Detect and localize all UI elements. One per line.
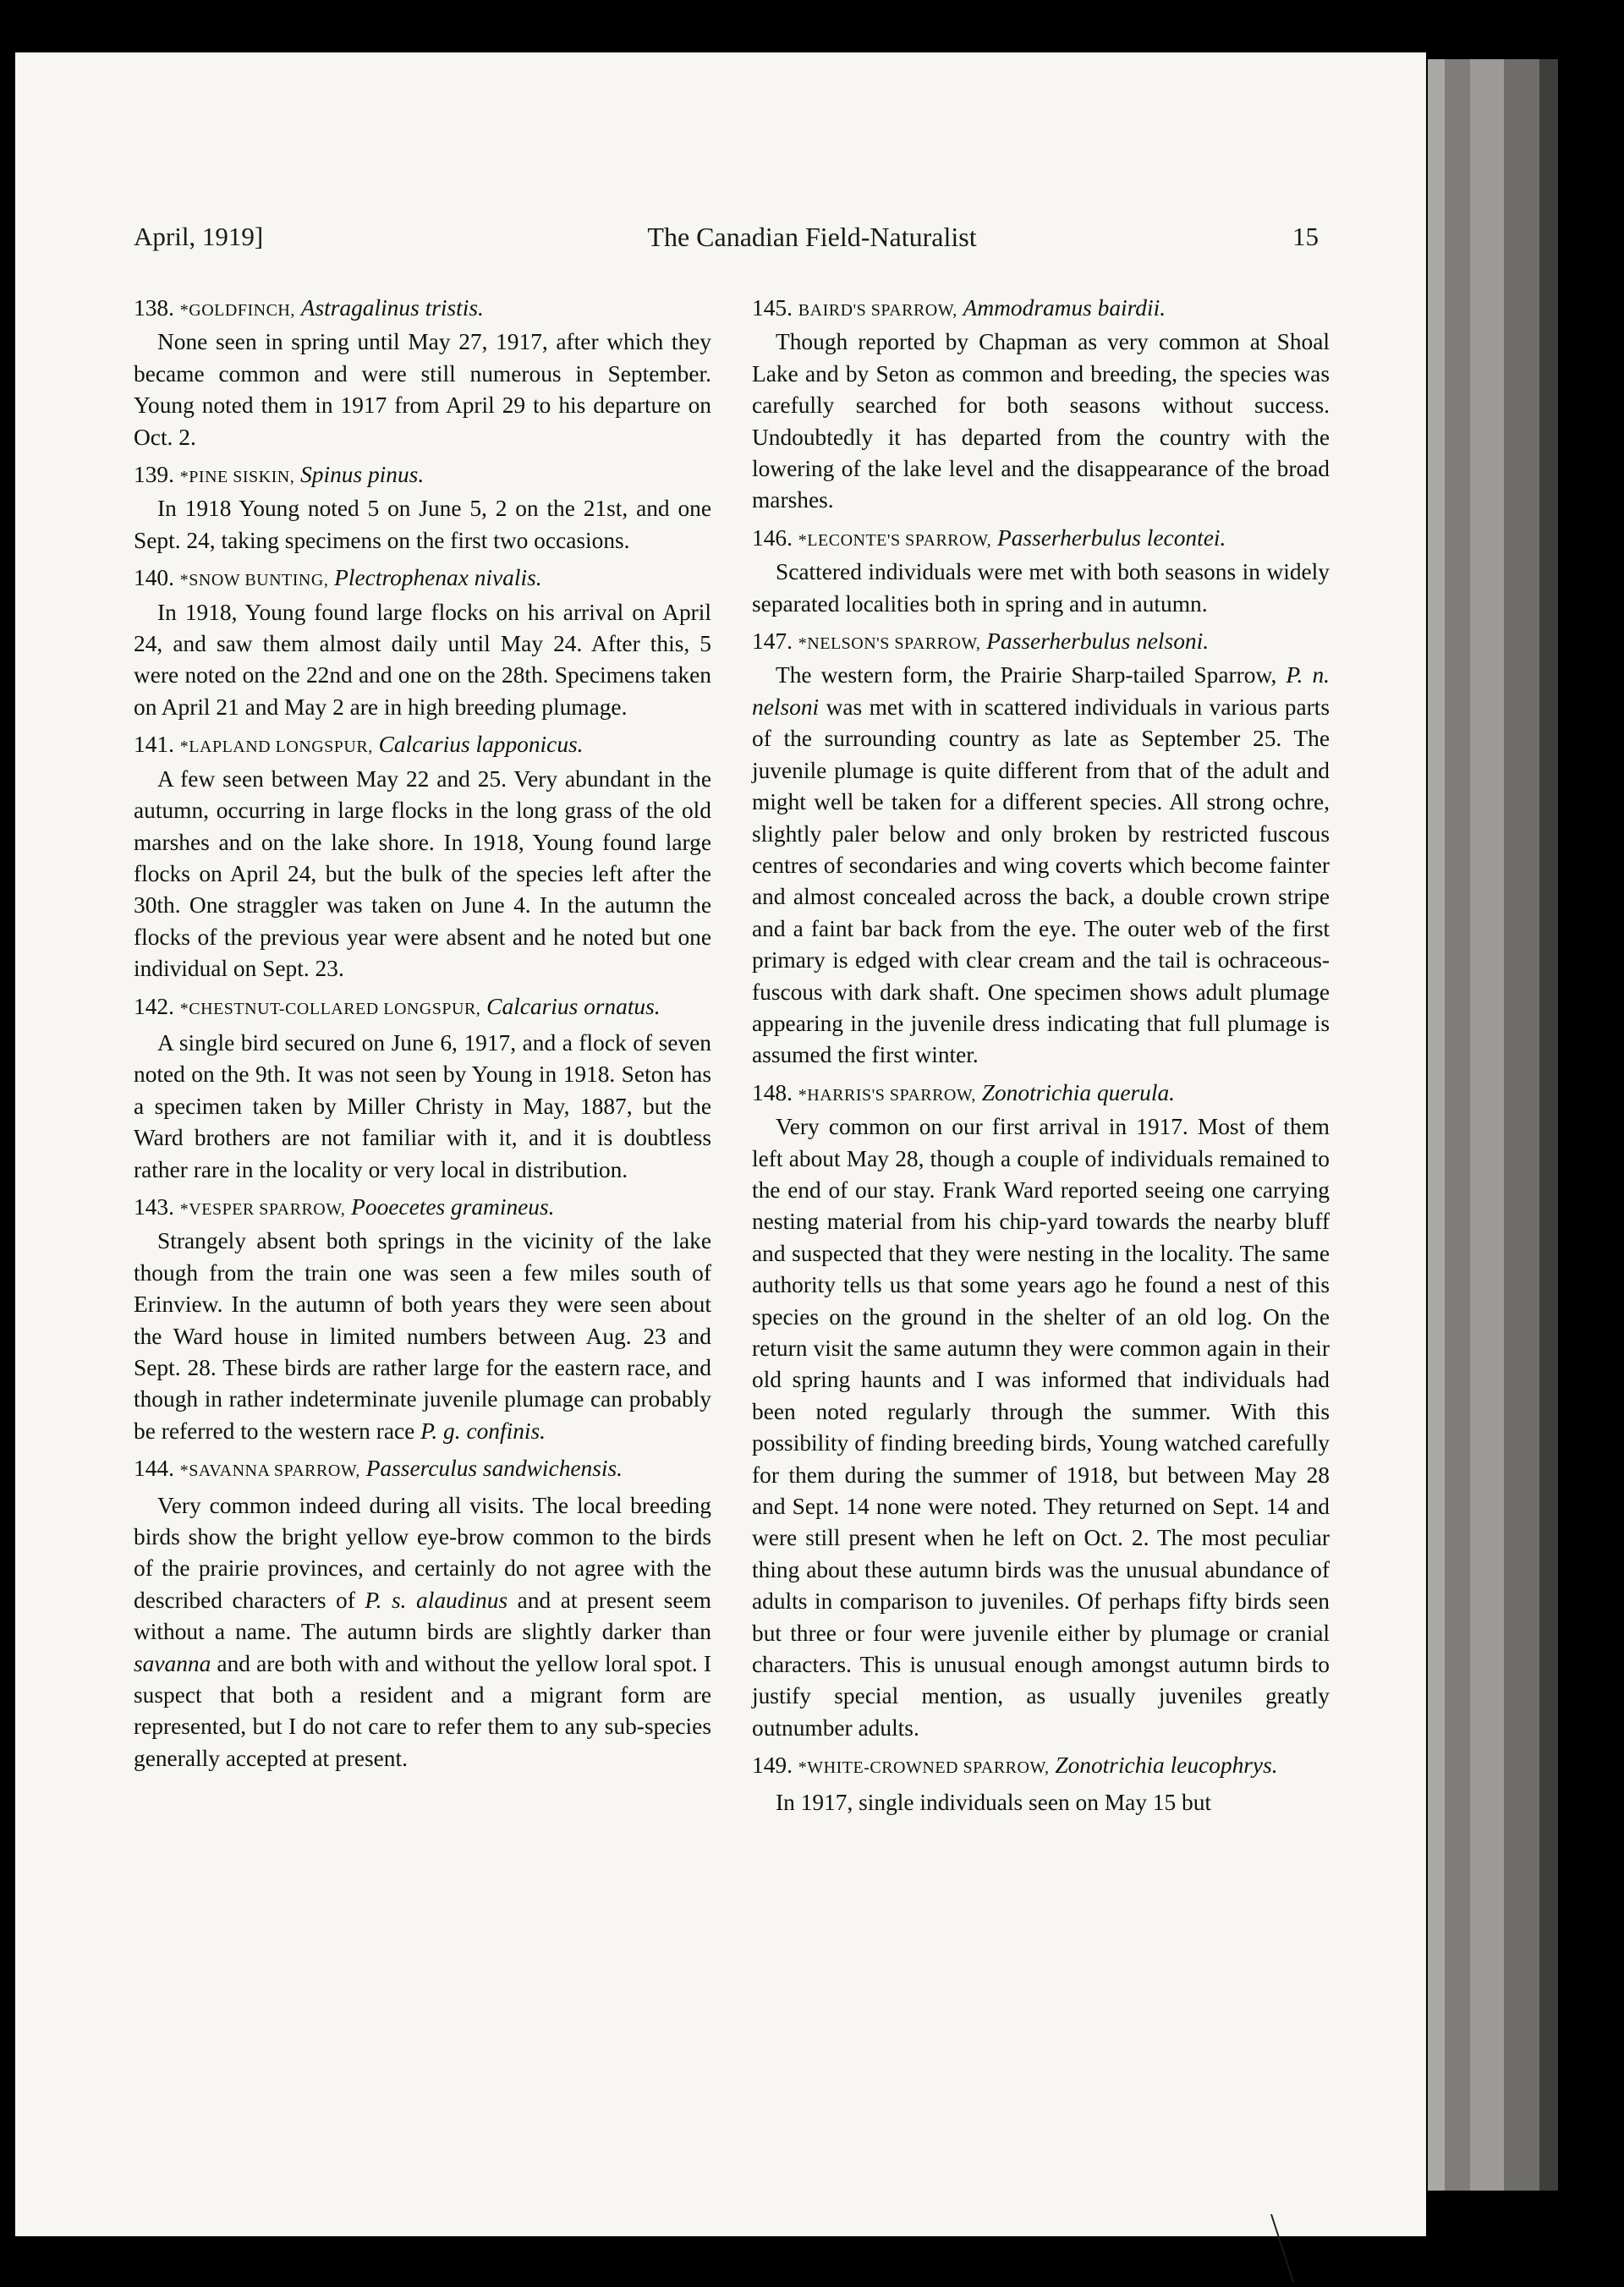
- page-number: 15: [1292, 222, 1319, 251]
- entry-number: 149.: [752, 1752, 793, 1779]
- common-name: *PINE SISKIN,: [179, 468, 295, 487]
- scientific-name: Zonotrichia querula.: [981, 1079, 1176, 1105]
- entry-heading: [134, 991, 711, 1025]
- species-entry: [134, 562, 711, 723]
- entry-body: [752, 660, 1330, 1071]
- entry-body: None seen in spring until May 27, 1917, after which they became common and were still numerous in September. Young noted them in 1917 from April 29 to his departure on Oct. 2.: [134, 329, 711, 450]
- entry-heading: [752, 1750, 1330, 1784]
- entry-number: 145.: [752, 295, 793, 321]
- scientific-name: Calcarius ornatus.: [486, 993, 661, 1019]
- common-name: BAIRD'S SPARROW,: [798, 301, 957, 320]
- entry-heading: [752, 626, 1330, 660]
- left-column: [134, 293, 711, 1774]
- entry-body: In 1917, single individuals seen on May 15 but: [776, 1789, 1212, 1815]
- entry-body: [134, 1226, 711, 1447]
- common-name: *NELSON'S SPARROW,: [798, 634, 981, 654]
- species-entry: [134, 1192, 711, 1447]
- entry-body: In 1918 Young noted 5 on June 5, 2 on the 21st, and one Sept. 24, taking specimens on the first two occasions.: [134, 496, 711, 553]
- entry-heading: [134, 1192, 711, 1226]
- right-column: [752, 293, 1330, 1818]
- page-edge-stack: [1428, 59, 1445, 2191]
- common-name: *GOLDFINCH,: [179, 301, 295, 320]
- subspecies-name: P. g. confinis.: [420, 1418, 546, 1444]
- common-name: *LECONTE'S SPARROW,: [798, 530, 992, 550]
- entry-body: Scattered individuals were met with both seasons in widely separated localities both in spring and in autumn.: [752, 559, 1330, 617]
- page-edge-stack: [1445, 59, 1470, 2191]
- scientific-name: Passerculus sandwichensis.: [365, 1456, 623, 1482]
- entry-body: In 1918, Young found large flocks on his arrival on April 24, and saw them almost daily until May 24. After this, 5 were noted on the 22nd and one on the 28th. Specimens taken on April 21 and May 2 are in high breeding plumage.: [134, 599, 711, 720]
- species-entry: [752, 293, 1330, 517]
- entry-heading: [134, 459, 711, 493]
- entry-heading: [752, 1078, 1330, 1111]
- scientific-name: Spinus pinus.: [300, 462, 425, 488]
- subspecies-name: P. n. nelsoni: [752, 662, 1330, 720]
- common-name: *SAVANNA SPARROW,: [179, 1462, 360, 1481]
- page-edge-stack: [1470, 59, 1504, 2191]
- common-name: *HARRIS'S SPARROW,: [798, 1085, 976, 1105]
- scientific-name: Zonotrichia leucophrys.: [1055, 1752, 1278, 1779]
- entry-heading: [752, 293, 1330, 326]
- entry-body-text: Very common indeed during all visits. The local breeding birds show the bright yellow eye-brow common to the birds of the prairie provinces, and certainly do not agree with the described characters of: [134, 1492, 711, 1613]
- scientific-name: Passerherbulus nelsoni.: [986, 628, 1210, 655]
- entry-body-text: The western form, the Prairie Sharp-tailed Sparrow,: [776, 662, 1277, 688]
- entry-body-text: was met with in scattered individuals in various parts of the surrounding country as late as September 25. The juvenile plumage is quite different from that of the adult and might well be taken for a different species. All strong ochre, slightly paler below and only broken by restricted fuscous centres of secondaries and wing coverts which become fainter and almost concealed across the back, a double crown stripe and a faint bar back from the eye. The outer web of the first primary is edged with clear cream and the tail is ochraceous-fuscous with dark shaft. One specimen shows adult plumage appearing in the juvenile dress indicating that full plumage is assumed the first winter.: [752, 694, 1330, 1068]
- common-name: *WHITE-CROWNED SPARROW,: [798, 1758, 1050, 1778]
- entry-number: 138.: [134, 295, 174, 321]
- entry-body-text: Strangely absent both springs in the vicinity of the lake though from the train one was seen a few miles south of Erinview. In the autumn of both years they were seen about the Ward house in limited numbers between Aug. 23 and Sept. 28. These birds are rather large for the eastern race, and though in rather indeterminate juvenile plumage can probably be referred to the western race: [134, 1228, 711, 1444]
- common-name: *VESPER SPARROW,: [179, 1199, 346, 1219]
- entry-number: 144.: [134, 1456, 174, 1482]
- scientific-name: Calcarius lapponicus.: [378, 732, 584, 758]
- entry-body-text: and are both with and without the yellow loral spot. I suspect that both a resident and a migrant form are represented, but I do not care to refer them to any sub-species generally accepted at present.: [134, 1650, 711, 1771]
- entry-number: 146.: [752, 524, 793, 551]
- entry-body-text: and at present seem without a name. The autumn birds are slightly darker than: [134, 1587, 711, 1645]
- entry-number: 139.: [134, 462, 174, 488]
- scientific-name: Pooecetes gramineus.: [351, 1193, 555, 1220]
- running-header-title: The Canadian Field-Naturalist: [647, 222, 977, 252]
- entry-heading: [752, 523, 1330, 557]
- common-name: *CHESTNUT-COLLARED LONGSPUR,: [179, 999, 481, 1018]
- species-entry: [752, 523, 1330, 620]
- species-entry: [134, 293, 711, 453]
- entry-number: 147.: [752, 628, 793, 655]
- entry-heading: [134, 1453, 711, 1487]
- common-name: *LAPLAND LONGSPUR,: [179, 738, 373, 757]
- entry-number: 148.: [752, 1079, 793, 1105]
- entry-heading: [134, 729, 711, 763]
- scientific-name: Astragalinus tristis.: [300, 295, 484, 321]
- entry-body: A few seen between May 22 and 25. Very abundant in the autumn, occurring in large flocks in the long grass of the old marshes and on the lake shore. In 1918, Young found large flocks on April 24, but the bulk of the species left after the 30th. One straggler was taken on June 4. In the autumn the flocks of the previous year were absent and he noted but one individual on Sept. 23.: [134, 765, 711, 982]
- running-header-date: April, 1919]: [134, 222, 264, 251]
- entry-body: A single bird secured on June 6, 1917, and a flock of seven noted on the 9th. It was not seen by Young in 1918. Seton has a specimen taken by Miller Christy in May, 1887, but the Ward brothers are not familiar with it, and it is doubtless rather rare in the locality or very local in distribution.: [134, 1029, 711, 1182]
- species-entry: [134, 459, 711, 557]
- page-edge-stack: [1539, 59, 1558, 2191]
- entry-heading: [134, 562, 711, 596]
- subspecies-name: savanna: [134, 1650, 211, 1676]
- entry-body: [134, 1490, 711, 1775]
- subspecies-name: P. s. alaudinus: [365, 1587, 508, 1613]
- species-entry: [752, 626, 1330, 1072]
- species-entry: [752, 1750, 1330, 1818]
- entry-body: Though reported by Chapman as very common at Shoal Lake and by Seton as common and breeding, the species was carefully searched for both seasons without success. Undoubtedly it has departed from the country with the lowering of the lake level and the disappearance of the broad marshes.: [752, 329, 1330, 513]
- species-entry: [134, 1453, 711, 1774]
- entry-heading: [134, 293, 711, 326]
- entry-number: 140.: [134, 565, 174, 591]
- scientific-name: Plectrophenax nivalis.: [334, 565, 542, 591]
- entry-body: Very common on our first arrival in 1917. Most of them left about May 28, though a couple of individuals remained to the end of our stay. Frank Ward reported seeing one carrying nesting material from his chip-yard towards the nearby bluff and suspected that they were nesting in the locality. The same authority tells us that some years ago he found a nest of this species on the ground in the shelter of an old log. On the return visit the same autumn they were common again in their old spring haunts and I was informed that individuals had been noted regularly through the summer. With this possibility of finding breeding birds, Young watched carefully for them during the summer of 1918, but between May 28 and Sept. 14 none were noted. They returned on Sept. 14 and were still present when he left on Oct. 2. The most peculiar thing about these autumn birds was the unusual abundance of adults in comparison to juveniles. Of perhaps fifty birds seen but three or four were juvenile either by plumage or cranial characters. This is unusual enough amongst autumn birds to justify special mention, as usually juveniles greatly outnumber adults.: [752, 1114, 1330, 1741]
- species-entry: [752, 1078, 1330, 1745]
- common-name: *SNOW BUNTING,: [179, 571, 329, 590]
- species-entry: [134, 991, 711, 1186]
- page-edge-stack: [1504, 59, 1539, 2191]
- entry-number: 142.: [134, 993, 174, 1019]
- scientific-name: Passerherbulus lecontei.: [997, 524, 1226, 551]
- species-entry: [134, 729, 711, 984]
- entry-number: 143.: [134, 1193, 174, 1220]
- entry-number: 141.: [134, 732, 174, 758]
- scientific-name: Ammodramus bairdii.: [963, 295, 1166, 321]
